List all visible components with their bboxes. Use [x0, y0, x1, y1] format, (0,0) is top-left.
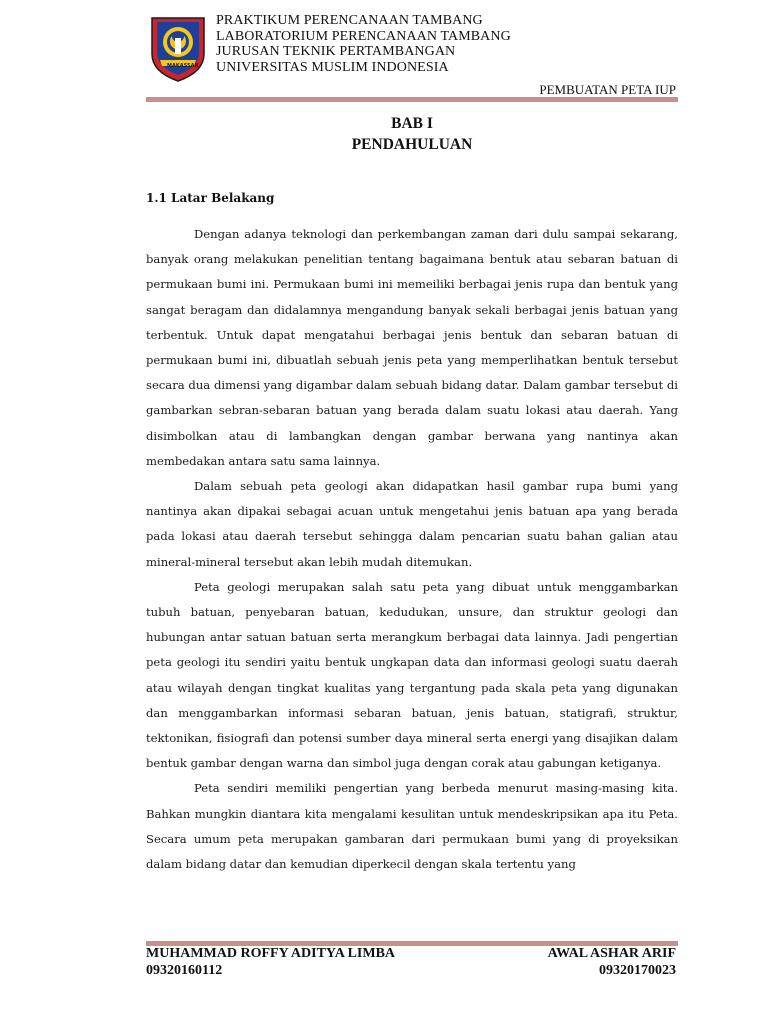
paragraph: Dalam sebuah peta geologi akan didapatkan hasil gambar rupa bumi yang nantinya akan dipakai sebagai acuan untuk mengetahui jenis batuan apa yang berada pada lokasi atau daerah tersebut sehingga dalam pencarian suatu bahan galian atau mineral-mineral tersebut akan lebih mudah ditemukan. [146, 479, 678, 569]
paragraph: Dengan adanya teknologi dan perkembangan zaman dari dulu sampai sekarang, banyak orang melakukan penelitian tentang bagaimana bentuk atau sebaran batuan di permukaan bumi ini. Permukaan bumi ini memeiliki berbagai jenis rupa dan bentuk yang sangat beragam dan didalamnya mengandung banyak sekali berbagai jenis batuan yang terbentuk. Untuk dapat mengatahui berbagai jenis bentuk dan sebaran batuan di permukaan bumi ini, dibuatlah sebuah jenis peta yang memperlihatkan bentuk tersebut secara dua dimensi yang digambar dalam sebuah bidang datar. Dalam gambar tersebut di gambarkan sebran-sebaran batuan yang berada dalam suatu lokasi atau daerah. Yang disimbolkan atau di lambangkan dengan gambar berwana yang nantinya akan membedakan antara satu sama lainnya. [146, 227, 678, 468]
header-divider [146, 97, 678, 102]
section-body [146, 222, 678, 877]
header-line-laboratory: LABORATORIUM PERENCANAAN TAMBANG [216, 28, 511, 44]
institution-header [216, 13, 511, 75]
header-line-university: UNIVERSITAS MUSLIM INDONESIA [216, 59, 449, 75]
footer-author-left [146, 945, 395, 979]
header-line-practicum: PRAKTIKUM PERENCANAAN TAMBANG [216, 13, 483, 28]
paragraph: Peta geologi merupakan salah satu peta yang dibuat untuk menggambarkan tubuh batuan, penyebaran batuan, kedudukan, unsure, dan struktur geologi dan hubungan antar satuan batuan serta merangkum berbagai data lainnya. Jadi pengertian peta geologi itu sendiri yaitu bentuk ungkapan data dan informasi geologi suatu daerah atau wilayah dengan tingkat kualitas yang tergantung pada skala peta yang digunakan dan menggambarkan informasi sebaran batuan, jenis batuan, statigrafi, struktur, tektonikan, fisiografi dan potensi sumber daya mineral serta energi yang disajikan dalam bentuk gambar dengan warna dan simbol juga dengan corak atau gabungan ketiganya. [146, 579, 678, 771]
author-name-left: MUHAMMAD ROFFY ADITYA LIMBA [146, 946, 396, 961]
paragraph: Peta sendiri memiliki pengertian yang berbeda menurut masing-masing kita. Bahkan mungkin diantara kita mengalami kesulitan untuk mendeskripsikan apa itu Peta. Secara umum peta merupakan gambaran dari permukaan bumi yang di proyeksikan dalam bidang datar dan kemudian diperkecil dengan skala tertentu yang [146, 781, 678, 872]
author-id-right: 09320170023 [599, 963, 676, 978]
section-heading: 1.1 Latar Belakang [146, 191, 275, 205]
document-label: PEMBUATAN PETA IUP [539, 82, 676, 97]
chapter-title: PENDAHULUAN [351, 136, 473, 153]
header-line-department: JURUSAN TEKNIK PERTAMBANGAN [216, 44, 456, 59]
university-crest-icon [148, 14, 208, 84]
author-name-right: AWAL ASHAR ARIF [547, 946, 676, 961]
logo-text: MAKASSAR [167, 63, 199, 69]
footer-author-right [548, 945, 676, 979]
author-id-left: 09320160112 [146, 963, 223, 978]
chapter-number: BAB I [391, 115, 433, 132]
